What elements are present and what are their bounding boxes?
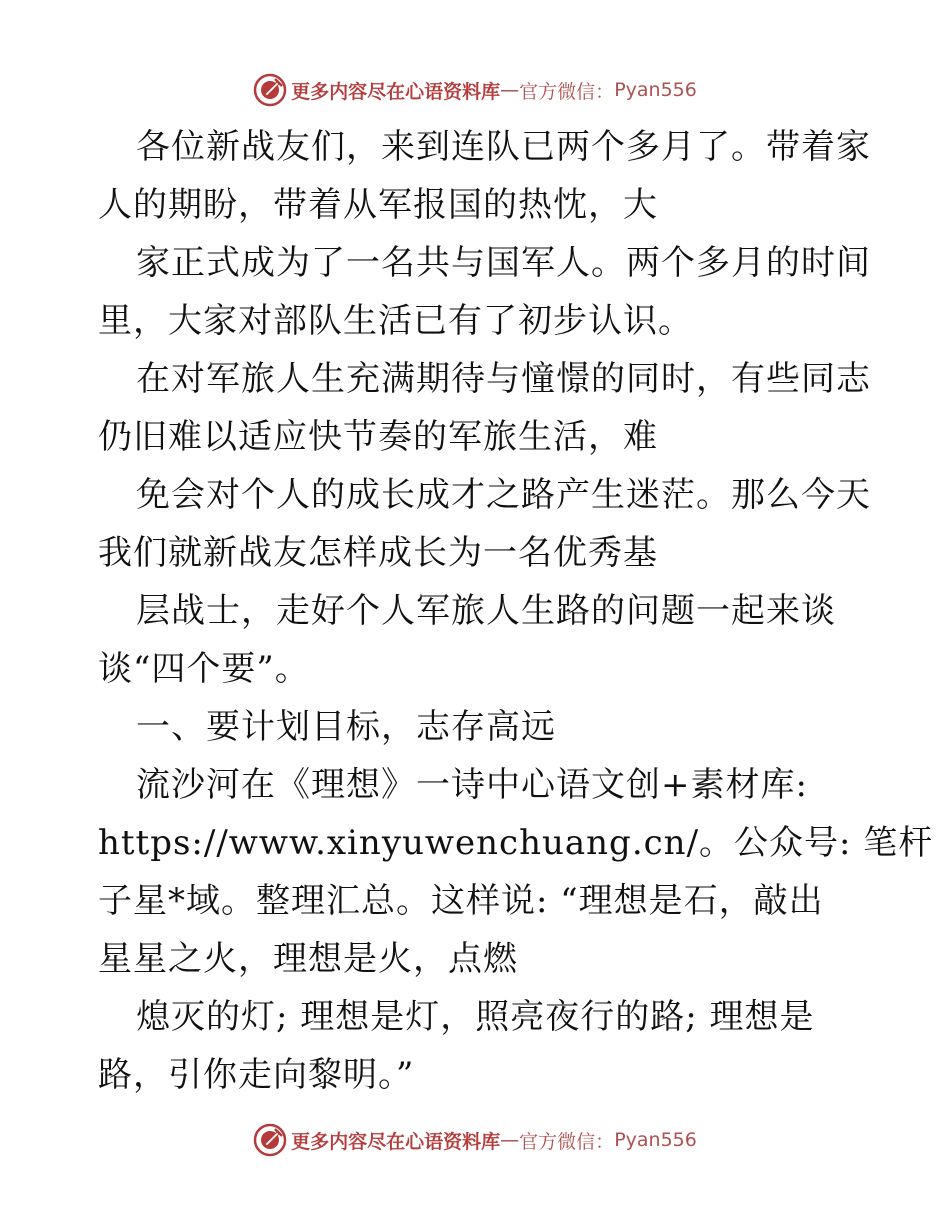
watermark-brand: 更多内容尽在心语资料库	[291, 1130, 501, 1153]
document-body	[98, 118, 934, 1104]
brand-logo-icon	[253, 1123, 287, 1157]
text-line: 免会对个人的成长成才之路产生迷茫。那么今天	[136, 475, 871, 515]
watermark-wechat-id: Pyan556	[614, 1129, 697, 1151]
header-watermark	[0, 70, 950, 110]
text-line: 熄灭的灯; 理想是灯，照亮夜行的路; 理想是	[136, 997, 815, 1037]
text-line: 各位新战友们，来到连队已两个多月了。带着家	[136, 127, 871, 167]
watermark-official-label: 官方微信：	[519, 80, 615, 103]
watermark-official-label: 官方微信：	[519, 1130, 615, 1153]
text-line: 仍旧难以适应快节奏的军旅生活，难	[98, 417, 658, 457]
watermark-dash: —	[500, 1129, 520, 1151]
section-heading: 一、要计划目标，志存高远	[136, 707, 556, 747]
text-line: 谈“四个要”。	[98, 649, 310, 689]
footer-watermark	[0, 1120, 950, 1160]
text-line-url: https://www.xinyuwenchuang.cn/。公众号: 笔杆	[98, 823, 934, 863]
text-line: 里，大家对部队生活已有了初步认识。	[98, 301, 693, 341]
watermark-brand: 更多内容尽在心语资料库	[291, 80, 501, 103]
text-line: 层战士，走好个人军旅人生路的问题一起来谈	[136, 591, 836, 631]
text-line: 流沙河在《理想》一诗中心语文创+素材库:	[136, 765, 808, 805]
text-line: 星星之火，理想是火，点燃	[98, 939, 518, 979]
brand-logo-icon	[253, 73, 287, 107]
text-line: 子星*域。整理汇总。这样说: “理想是石，敲出	[98, 881, 824, 921]
text-line: 人的期盼，带着从军报国的热忱，大	[98, 185, 658, 225]
text-line: 我们就新战友怎样成长为一名优秀基	[98, 533, 658, 573]
watermark-wechat-id: Pyan556	[614, 79, 697, 101]
text-line: 路，引你走向黎明。”	[98, 1055, 415, 1095]
watermark-dash: —	[500, 79, 520, 101]
text-line: 在对军旅人生充满期待与憧憬的同时，有些同志	[136, 359, 871, 399]
text-line: 家正式成为了一名共与国军人。两个多月的时间	[136, 243, 871, 283]
